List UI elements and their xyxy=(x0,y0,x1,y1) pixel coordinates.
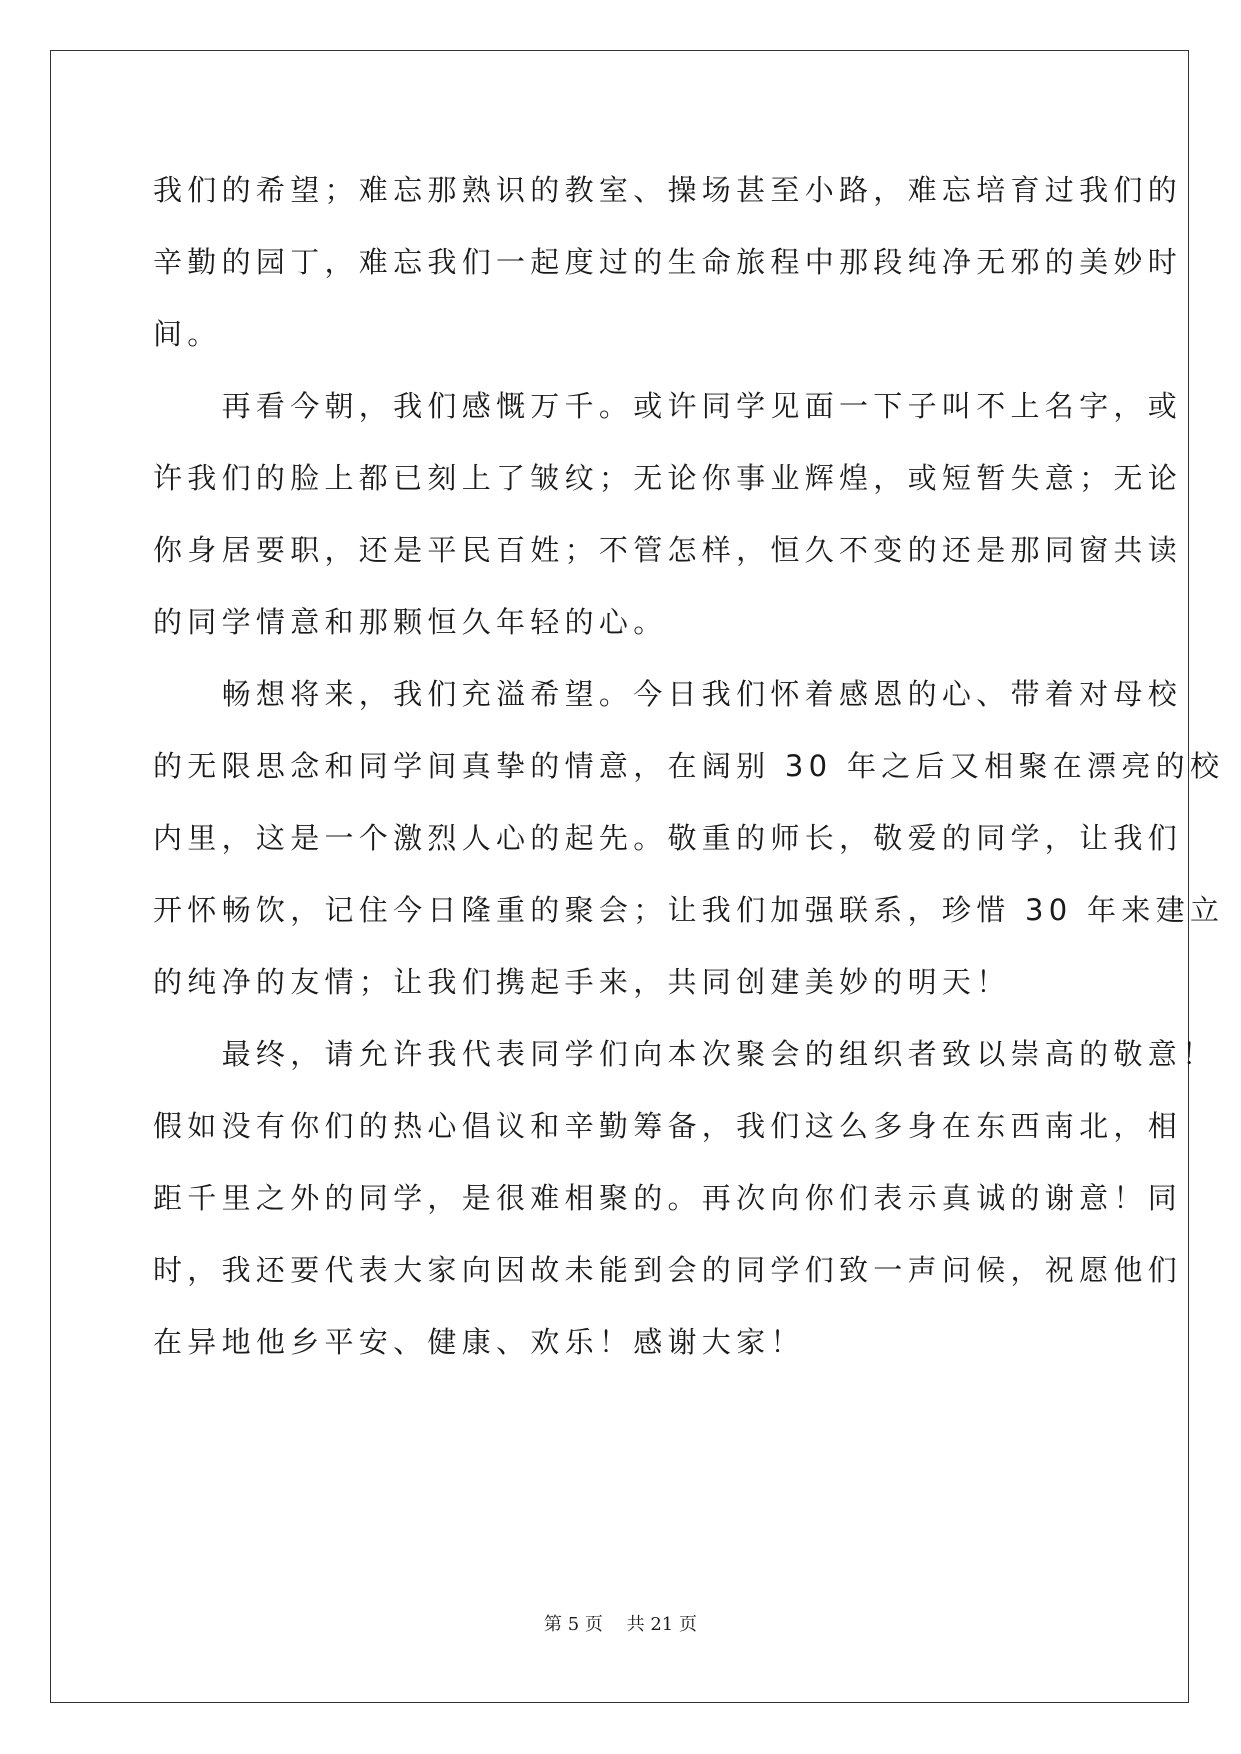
text-line: 开怀畅饮，记住今日隆重的聚会；让我们加强联系，珍惜 30 年来建立 xyxy=(153,893,1225,927)
text-line: 间。 xyxy=(153,317,222,351)
page-border xyxy=(50,50,1189,1703)
text-line: 在异地他乡平安、健康、欢乐！感谢大家！ xyxy=(153,1325,805,1359)
text-line: 的同学情意和那颗恒久年轻的心。 xyxy=(153,605,668,639)
text-line: 距千里之外的同学，是很难相聚的。再次向你们表示真诚的谢意！同 xyxy=(153,1181,1183,1215)
text-line: 畅想将来，我们充溢希望。今日我们怀着感恩的心、带着对母校 xyxy=(153,677,1183,711)
text-line: 再看今朝，我们感慨万千。或许同学见面一下子叫不上名字，或 xyxy=(153,389,1183,423)
text-line: 的纯净的友情；让我们携起手来，共同创建美妙的明天！ xyxy=(153,965,1011,999)
text-line: 我们的希望；难忘那熟识的教室、操场甚至小路，难忘培育过我们的 xyxy=(153,173,1183,207)
page-number: 第 5 页 共 21 页 xyxy=(544,1614,697,1635)
text-line: 内里，这是一个激烈人心的起先。敬重的师长，敬爱的同学，让我们 xyxy=(153,821,1183,855)
text-line: 你身居要职，还是平民百姓；不管怎样，恒久不变的还是那同窗共读 xyxy=(153,533,1183,567)
text-line: 假如没有你们的热心倡议和辛勤筹备，我们这么多身在东西南北，相 xyxy=(153,1109,1183,1143)
text-line: 辛勤的园丁，难忘我们一起度过的生命旅程中那段纯净无邪的美妙时 xyxy=(153,245,1183,279)
text-line: 最终，请允许我代表同学们向本次聚会的组织者致以崇高的敬意！ xyxy=(153,1037,1217,1071)
text-line: 时，我还要代表大家向因故未能到会的同学们致一声问候，祝愿他们 xyxy=(153,1253,1183,1287)
text-line: 许我们的脸上都已刻上了皱纹；无论你事业辉煌，或短暂失意；无论 xyxy=(153,461,1183,495)
text-line: 的无限思念和同学间真挚的情意，在阔别 30 年之后又相聚在漂亮的校 xyxy=(153,749,1225,783)
